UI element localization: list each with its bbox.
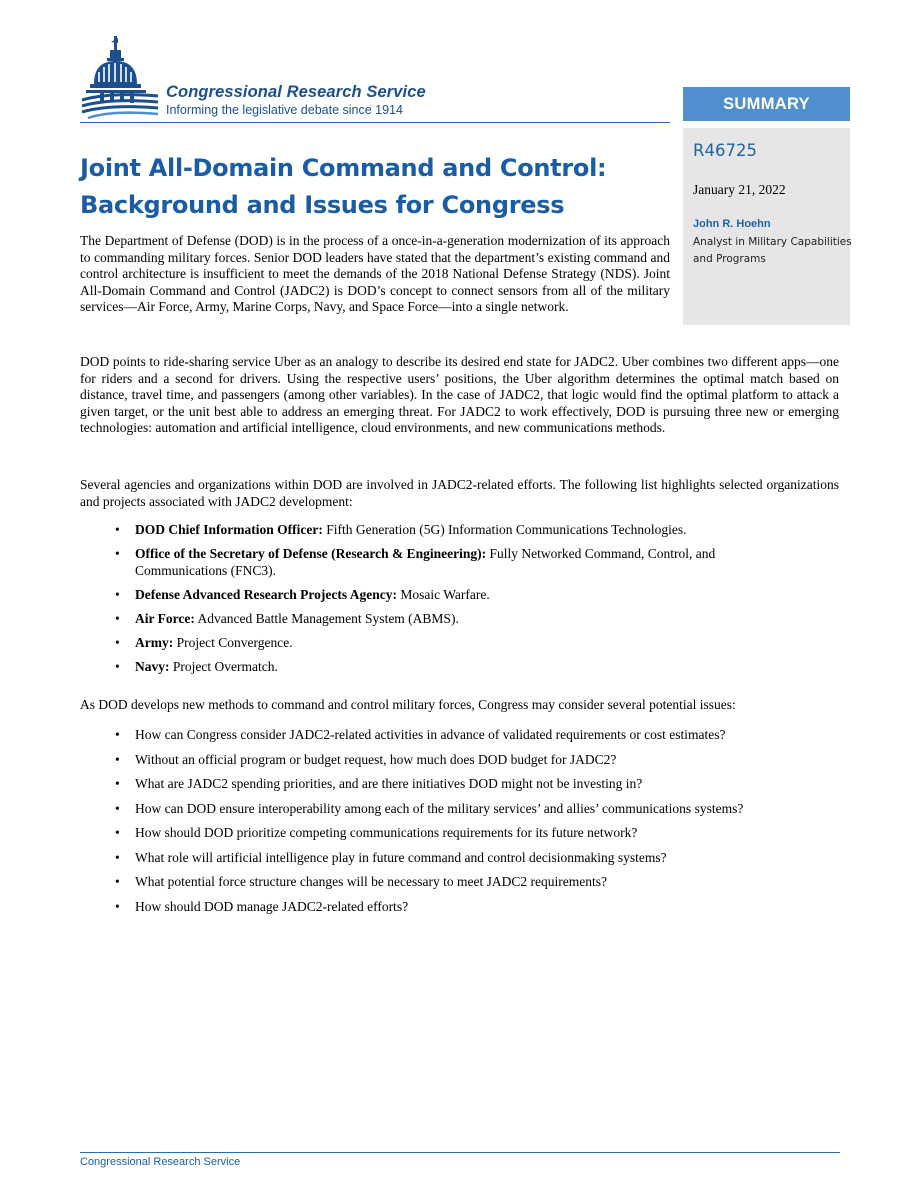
organizations-intro-paragraph: Several agencies and organizations within DOD are involved in JADC2-related efforts. The following list highlights selected organizations and projects associated with JADC2 development: [80,477,839,509]
issue-text: How should DOD prioritize competing communications requirements for its future network? [135,825,638,840]
org-text: Project Convergence. [173,634,293,650]
list-item [80,522,800,539]
list-item [80,850,750,867]
org-label: Air Force: [135,610,195,626]
list-item [80,635,800,652]
issue-text: How can DOD ensure interoperability among each of the military services’ and allies’ communications systems? [135,800,744,816]
issue-text: What potential force structure changes will be necessary to meet JADC2 requirements? [135,874,607,889]
intro-paragraph: The Department of Defense (DOD) is in the process of a once-in-a-generation modernization of its approach to commanding military forces. Senior DOD leaders have stated that the department’s existing command and control architecture is insufficient to meet the demands of the 2018 National Defense Strategy (NDS). Joint All-Domain Command and Control (JADC2) is DOD’s concept to connect sensors from all of the military services—Air Force, Army, Marine Corps, Navy, and Space Force—into a single network. [80,233,670,314]
crs-logo [80,34,480,124]
header-divider [80,122,670,123]
report-date: January 21, 2022 [693,182,786,197]
issues-intro-paragraph: As DOD develops new methods to command and control military forces, Congress may consider several potential issues: [80,697,736,712]
list-item [80,874,750,891]
org-text: Mosaic Warfare. [396,586,490,602]
org-text: Advanced Battle Management System (ABMS). [194,610,459,626]
org-text: Project Overmatch. [169,658,278,674]
list-item [80,776,750,793]
list-item [80,899,750,916]
bullet-icon: • [115,522,120,537]
bullet-icon: • [115,874,120,889]
issue-text: How can Congress consider JADC2-related activities in advance of validated requirements or cost estimates? [135,727,726,742]
list-item [80,659,800,676]
bullet-icon: • [115,776,120,791]
author-name: John R. Hoehn [693,218,771,230]
issues-list [80,727,750,923]
report-number: R46725 [693,141,757,160]
org-label: DOD Chief Information Officer: [135,522,323,537]
bullet-icon: • [115,849,120,865]
issue-text: Without an official program or budget request, how much does DOD budget for JADC2? [135,751,617,767]
bullet-icon: • [115,546,120,561]
page-title [80,150,670,224]
bullet-icon: • [115,825,120,840]
bullet-icon: • [115,751,120,767]
org-text: Fully Networked Command, Control, and Communications (FNC3). [135,546,716,578]
org-label: Defense Advanced Research Projects Agency: [135,586,397,602]
list-item [80,727,750,744]
list-item [80,752,750,769]
bullet-icon: • [115,634,120,650]
org-label: Army: [135,634,174,650]
footer-org-name: Congressional Research Service [80,1156,241,1168]
footer-divider [80,1152,840,1153]
summary-heading: SUMMARY [683,87,850,121]
issue-text: What are JADC2 spending priorities, and are there initiatives DOD might not be investing in? [135,776,643,791]
issue-text: What role will artificial intelligence play in future command and control decisionmaking systems? [135,849,667,865]
org-label: Office of the Secretary of Defense (Research & Engineering): [135,546,487,561]
org-label: Navy: [135,658,170,674]
list-item [80,587,800,604]
capitol-dome-icon [80,34,162,124]
bullet-icon: • [115,727,120,742]
org-text: Fifth Generation (5G) Information Communications Technologies. [322,522,687,537]
org-name: Congressional Research Service [166,83,426,101]
author-title: Analyst in Military Capabilities and Programs [693,236,852,265]
list-item [80,801,750,818]
org-tagline: Informing the legislative debate since 1914 [166,103,403,117]
bullet-icon: • [115,586,120,602]
title-line-2: Background and Issues for Congress [80,191,565,219]
bullet-icon: • [115,800,120,816]
list-item [80,825,750,842]
list-item [80,546,800,579]
title-line-1: Joint All-Domain Command and Control: [80,154,607,182]
organizations-list [80,522,800,683]
issue-text: How should DOD manage JADC2-related efforts? [135,898,409,914]
bullet-icon: • [115,898,120,914]
list-item [80,611,800,628]
bullet-icon: • [115,610,120,626]
summary-sidebar [683,128,850,325]
bullet-icon: • [115,658,120,674]
uber-analogy-paragraph: DOD points to ride-sharing service Uber as an analogy to describe its desired end state for JADC2. Uber combines two different apps—one for riders and a second for drivers. Using the respective users’ positions, the Uber algorithm determines the optimal match based on distance, travel time, and passengers (among other variables). In the case of JADC2, that logic would find the optimal platform to attack a given target, or the unit best able to address an emerging threat. For JADC2 to work effectively, DOD is pursuing three new or emerging technologies: automation and artificial intelligence, cloud environments, and new communications methods. [80,354,839,435]
